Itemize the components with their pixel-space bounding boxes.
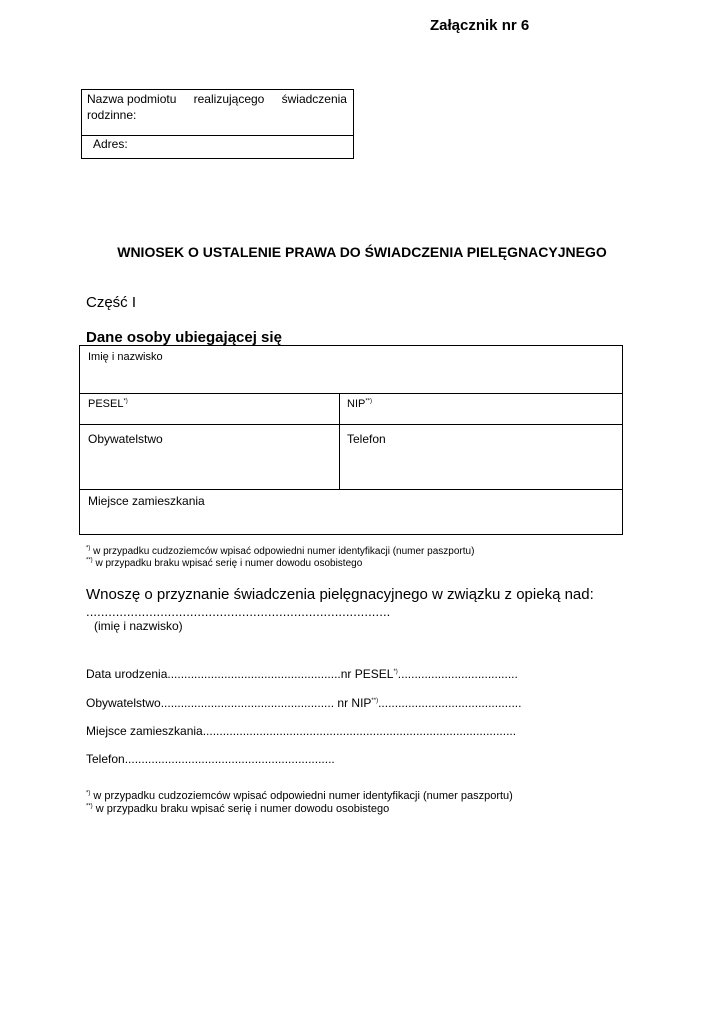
part-label: Część I bbox=[86, 294, 137, 311]
entity-name-label-word: świadczenia bbox=[281, 92, 347, 106]
footnote-marker: **) bbox=[86, 557, 93, 564]
footnote-marker: *) bbox=[86, 790, 91, 797]
footnote-text: w przypadku braku wpisać serię i numer dowodu osobistego bbox=[92, 558, 363, 569]
applicant-citizenship-label: Obywatelstwo bbox=[88, 432, 163, 446]
applicant-phone-field[interactable] bbox=[347, 432, 617, 484]
entity-name-field[interactable] bbox=[82, 90, 353, 136]
cared-person-name-field[interactable]: .................................................................................. bbox=[86, 604, 391, 619]
entity-address-label: Adres: bbox=[93, 137, 128, 151]
birth-date-pesel-label: Data urodzenia....................................................nr PESEL bbox=[86, 667, 394, 681]
applicant-citizenship-field[interactable] bbox=[88, 432, 333, 484]
citizenship-nip-label: Obywatelstwo.................................................... nr NIP bbox=[86, 696, 372, 710]
footnote-marker: **) bbox=[371, 698, 379, 704]
applicant-name-field[interactable] bbox=[88, 351, 608, 389]
nip-dots: ........................................... bbox=[378, 696, 522, 710]
footnote-1 bbox=[86, 546, 474, 557]
entity-name-label-word: realizującego bbox=[193, 92, 265, 106]
table-divider bbox=[80, 393, 622, 394]
footnote-text: w przypadku cudzoziemców wpisać odpowiedni numer identyfikacji (numer paszportu) bbox=[90, 546, 475, 557]
footnote-2 bbox=[86, 558, 362, 569]
table-divider bbox=[80, 424, 622, 425]
applicant-name-label: Imię i nazwisko bbox=[88, 351, 163, 363]
name-hint: (imię i nazwisko) bbox=[94, 619, 183, 633]
entity-name-label-word: Nazwa podmiotu bbox=[87, 92, 177, 106]
request-statement: Wnoszę o przyznanie świadczenia pielęgnacyjnego w związku z opieką nad: bbox=[86, 586, 594, 603]
applicant-table bbox=[79, 345, 623, 535]
footnote-marker: **) bbox=[86, 803, 93, 810]
table-divider bbox=[339, 393, 340, 489]
table-divider bbox=[80, 489, 622, 490]
footnote-marker: *) bbox=[393, 669, 398, 675]
annex-label: Załącznik nr 6 bbox=[430, 17, 530, 34]
footnote-marker: *) bbox=[86, 545, 91, 552]
footnote-marker: **) bbox=[365, 398, 373, 405]
footnote-3 bbox=[86, 790, 513, 802]
section-title: Dane osoby ubiegającej się bbox=[86, 329, 282, 346]
applicant-nip-field[interactable] bbox=[347, 398, 617, 420]
footnote-text: w przypadku cudzoziemców wpisać odpowiedni numer identyfikacji (numer paszportu) bbox=[90, 790, 513, 802]
applicant-residence-field[interactable] bbox=[88, 494, 613, 530]
applicant-nip-label: NIP bbox=[347, 398, 366, 410]
cared-birth-date-line[interactable] bbox=[86, 667, 518, 681]
entity-box bbox=[81, 89, 354, 159]
applicant-pesel-field[interactable] bbox=[88, 398, 333, 420]
footnote-marker: *) bbox=[123, 398, 128, 405]
applicant-pesel-label: PESEL bbox=[88, 398, 124, 410]
applicant-phone-label: Telefon bbox=[347, 432, 386, 446]
form-title: WNIOSEK O USTALENIE PRAWA DO ŚWIADCZENIA PIELĘGNACYJNEGO bbox=[117, 244, 607, 260]
footnote-4 bbox=[86, 803, 389, 815]
cared-residence-line[interactable]: Miejsce zamieszkania.............................................................................................. bbox=[86, 724, 517, 738]
entity-name-label-line2: rodzinne: bbox=[87, 108, 137, 122]
footnote-text: w przypadku braku wpisać serię i numer dowodu osobistego bbox=[92, 803, 390, 815]
applicant-residence-label: Miejsce zamieszkania bbox=[88, 494, 205, 508]
cared-citizenship-line[interactable] bbox=[86, 696, 521, 710]
cared-phone-line[interactable]: Telefon............................................................... bbox=[86, 752, 335, 766]
pesel-dots: .................................... bbox=[397, 667, 518, 681]
